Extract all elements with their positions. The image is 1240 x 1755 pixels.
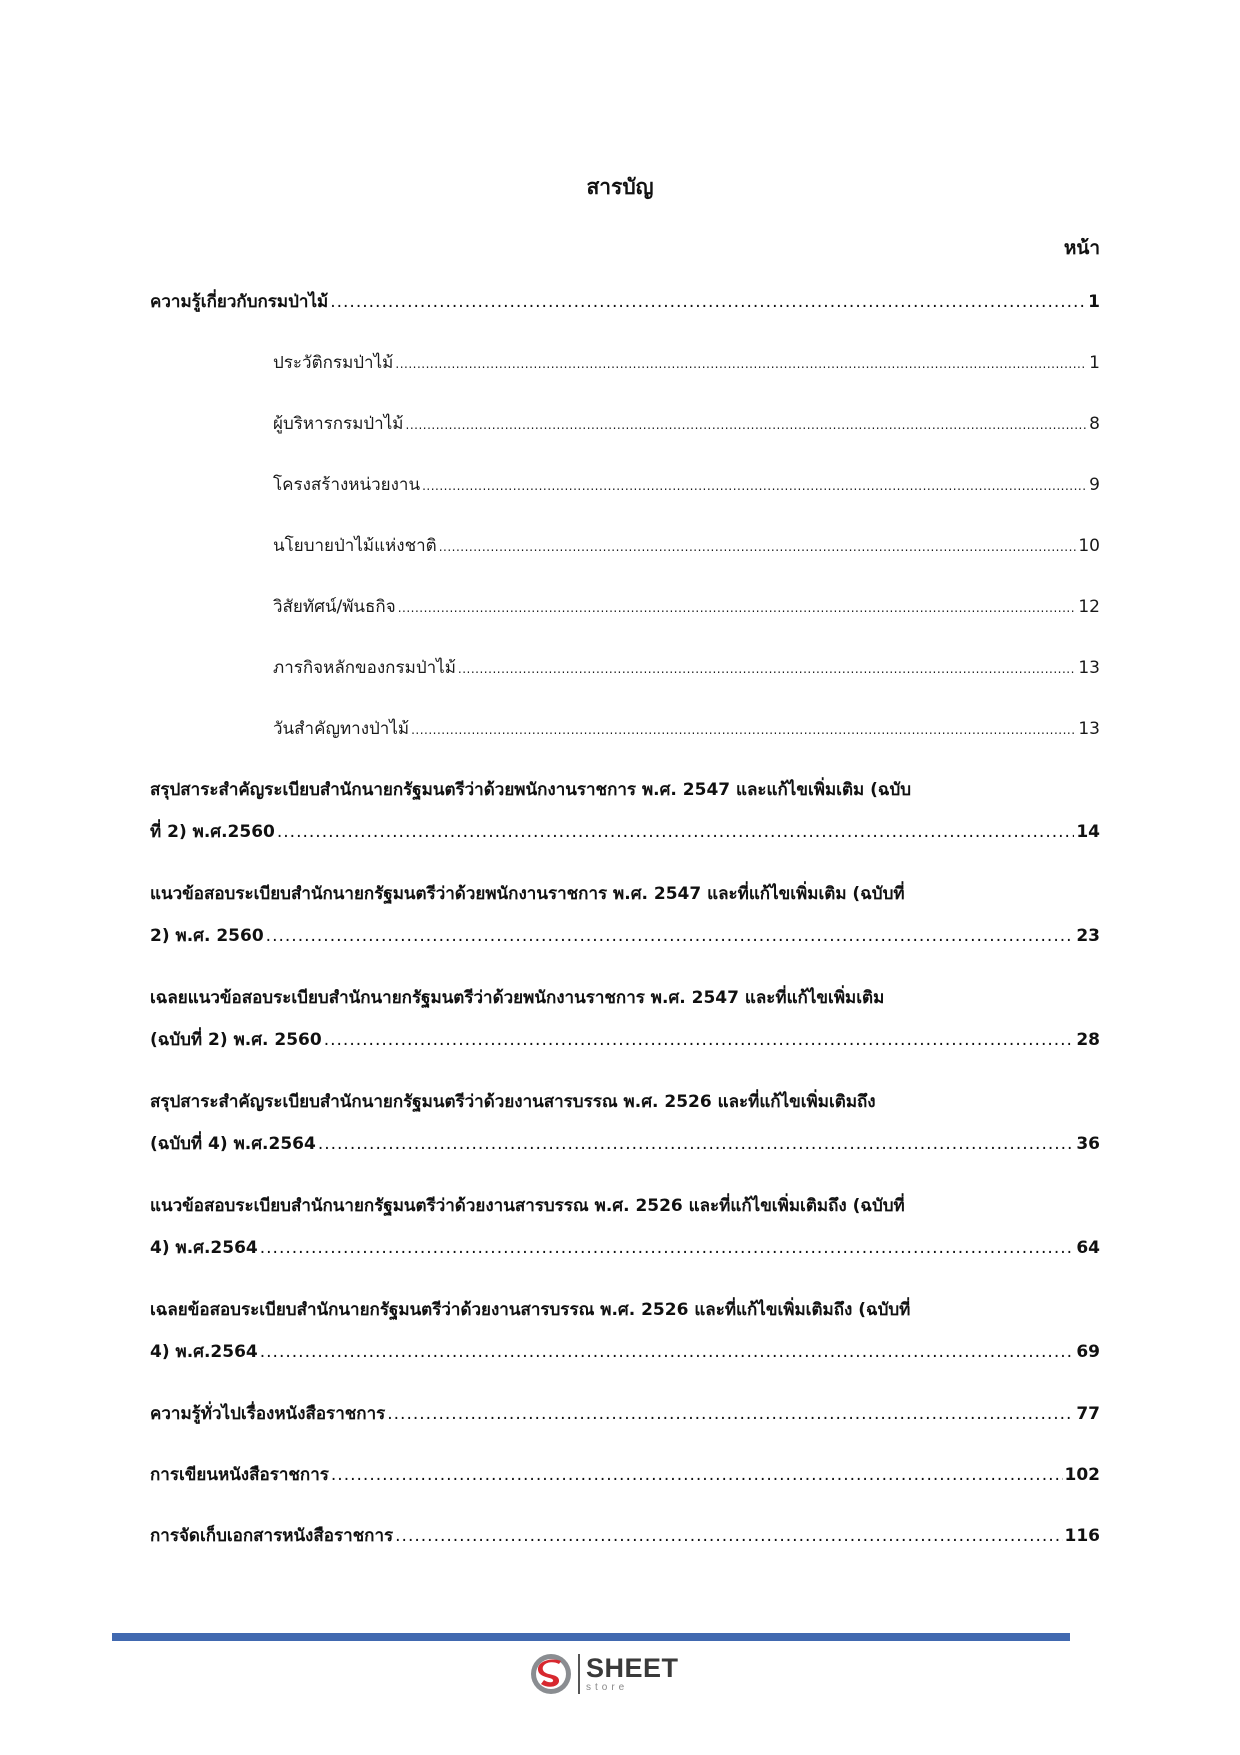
toc-page-number: 13	[1078, 658, 1100, 678]
toc-entry[interactable]	[150, 715, 1100, 776]
toc-page-number: 1	[1088, 292, 1100, 312]
toc-entry-line-last	[150, 471, 1100, 499]
toc-entry-line-last	[150, 349, 1100, 377]
toc-leader-dots	[330, 288, 1086, 316]
toc-entry-line	[150, 1088, 1100, 1130]
toc-entry[interactable]	[150, 1522, 1100, 1583]
toc-leader-dots	[277, 818, 1074, 846]
toc-leader-dots	[260, 1338, 1075, 1366]
toc-entry[interactable]	[150, 288, 1100, 349]
toc-entry-line-last	[150, 288, 1100, 316]
toc-entry-line-last	[150, 818, 1100, 846]
toc-entry-title: นโยบายป่าไม้แห่งชาติ	[273, 536, 437, 556]
toc-entry[interactable]	[150, 1296, 1100, 1400]
toc-leader-dots	[411, 716, 1076, 744]
toc-entry-title: เฉลยข้อสอบระเบียบสำนักนายกรัฐมนตรีว่าด้วยงานสารบรรณ พ.ศ. 2526 และที่แก้ไขเพิ่มเติมถึง (ฉบับที่	[150, 1300, 911, 1320]
toc-list	[150, 288, 1100, 1583]
toc-page-number: 28	[1076, 1030, 1100, 1050]
toc-leader-dots	[324, 1026, 1075, 1054]
toc-entry[interactable]	[150, 654, 1100, 715]
footer-rule	[112, 1633, 1070, 1641]
toc-leader-dots	[395, 1522, 1062, 1550]
toc-leader-dots	[406, 411, 1088, 439]
toc-entry[interactable]	[150, 1192, 1100, 1296]
toc-entry-line-last	[150, 1522, 1100, 1550]
toc-entry[interactable]	[150, 1088, 1100, 1192]
toc-entry-line	[150, 776, 1100, 818]
toc-page-number: 36	[1076, 1134, 1100, 1154]
toc-entry-title: การจัดเก็บเอกสารหนังสือราชการ	[150, 1526, 394, 1546]
toc-page-number: 10	[1078, 536, 1100, 556]
toc-page-number: 64	[1076, 1238, 1100, 1258]
toc-entry-line-last	[150, 1461, 1100, 1489]
toc-leader-dots	[439, 533, 1077, 561]
toc-leader-dots	[422, 472, 1087, 500]
toc-entry-title: สรุปสาระสำคัญระเบียบสำนักนายกรัฐมนตรีว่าด้วยงานสารบรรณ พ.ศ. 2526 และที่แก้ไขเพิ่มเติมถึง	[150, 1092, 876, 1112]
toc-leader-dots	[331, 1461, 1063, 1489]
toc-entry-line	[150, 880, 1100, 922]
toc-entry[interactable]	[150, 880, 1100, 984]
toc-leader-dots	[458, 655, 1076, 683]
brand-subtitle: store	[586, 1682, 629, 1693]
toc-entry-line-last	[150, 1234, 1100, 1262]
toc-entry-line-last	[150, 922, 1100, 950]
toc-leader-dots	[318, 1130, 1075, 1158]
toc-entry[interactable]	[150, 593, 1100, 654]
toc-leader-dots	[395, 350, 1087, 378]
toc-page-number: 116	[1064, 1526, 1100, 1546]
toc-entry-line-last	[150, 654, 1100, 682]
toc-leader-dots	[398, 594, 1077, 622]
toc-entry-title: (ฉบับที่ 2) พ.ศ. 2560	[150, 1030, 322, 1050]
toc-page-number: 12	[1078, 597, 1100, 617]
toc-entry-title: สรุปสาระสำคัญระเบียบสำนักนายกรัฐมนตรีว่าด้วยพนักงานราชการ พ.ศ. 2547 และแก้ไขเพิ่มเติม (ฉบับ	[150, 780, 912, 800]
sheet-store-emblem-icon	[528, 1651, 574, 1697]
toc-leader-dots	[260, 1234, 1075, 1262]
toc-entry-title: การเขียนหนังสือราชการ	[150, 1465, 329, 1485]
toc-entry[interactable]	[150, 1400, 1100, 1461]
toc-entry-line-last	[150, 1026, 1100, 1054]
toc-entry[interactable]	[150, 471, 1100, 532]
toc-entry-title: วันสำคัญทางป่าไม้	[273, 719, 410, 739]
toc-entry-line	[150, 1192, 1100, 1234]
toc-title: สารบัญ	[586, 175, 654, 199]
toc-page-number: 102	[1064, 1465, 1100, 1485]
toc-entry-title: 2) พ.ศ. 2560	[150, 926, 264, 946]
toc-page-number: 14	[1076, 822, 1100, 842]
toc-entry-title: 4) พ.ศ.2564	[150, 1238, 258, 1258]
sheet-store-logo	[528, 1651, 688, 1697]
toc-entry-title: ความรู้เกี่ยวกับกรมป่าไม้	[150, 292, 329, 312]
toc-entry-title: ความรู้ทั่วไปเรื่องหนังสือราชการ	[150, 1404, 386, 1424]
toc-entry-title: เฉลยแนวข้อสอบระเบียบสำนักนายกรัฐมนตรีว่าด้วยพนักงานราชการ พ.ศ. 2547 และที่แก้ไขเพิ่มเติม	[150, 988, 885, 1008]
toc-page-number: 69	[1076, 1342, 1100, 1362]
toc-entry-line-last	[150, 410, 1100, 438]
toc-entry-line-last	[150, 532, 1100, 560]
toc-entry-title: (ฉบับที่ 4) พ.ศ.2564	[150, 1134, 316, 1154]
brand-name: SHEET	[586, 1653, 679, 1683]
toc-entry-title: ผู้บริหารกรมป่าไม้	[273, 414, 404, 434]
toc-page-number: 23	[1076, 926, 1100, 946]
toc-entry-line-last	[150, 1338, 1100, 1366]
toc-entry-title: แนวข้อสอบระเบียบสำนักนายกรัฐมนตรีว่าด้วยงานสารบรรณ พ.ศ. 2526 และที่แก้ไขเพิ่มเติมถึง (ฉบับที่	[150, 1196, 905, 1216]
toc-entry-title: ภารกิจหลักของกรมป่าไม้	[273, 658, 456, 678]
toc-entry-title: ประวัติกรมป่าไม้	[273, 353, 394, 373]
brand-text	[586, 1655, 679, 1693]
toc-page-number: 13	[1078, 719, 1100, 739]
toc-page-number: 8	[1089, 414, 1100, 434]
logo-divider	[578, 1654, 580, 1694]
toc-leader-dots	[266, 922, 1075, 950]
toc-entry-title: โครงสร้างหน่วยงาน	[273, 475, 421, 495]
toc-entry[interactable]	[150, 532, 1100, 593]
toc-entry-title: แนวข้อสอบระเบียบสำนักนายกรัฐมนตรีว่าด้วยพนักงานราชการ พ.ศ. 2547 และที่แก้ไขเพิ่มเติม (ฉบับที่	[150, 884, 905, 904]
toc-entry[interactable]	[150, 349, 1100, 410]
toc-entry-line-last	[150, 593, 1100, 621]
toc-entry-title: วิสัยทัศน์/พันธกิจ	[273, 597, 396, 617]
toc-entry[interactable]	[150, 1461, 1100, 1522]
toc-entry-line-last	[150, 715, 1100, 743]
toc-entry[interactable]	[150, 984, 1100, 1088]
toc-page-number: 1	[1089, 353, 1100, 373]
toc-entry[interactable]	[150, 776, 1100, 880]
toc-entry-line-last	[150, 1400, 1100, 1428]
toc-page-number: 77	[1076, 1404, 1100, 1424]
toc-entry-title: 4) พ.ศ.2564	[150, 1342, 258, 1362]
toc-page-number: 9	[1089, 475, 1100, 495]
toc-entry-line	[150, 984, 1100, 1026]
toc-entry-line-last	[150, 1130, 1100, 1158]
toc-entry-line	[150, 1296, 1100, 1338]
page-column-header: หน้า	[1063, 237, 1100, 259]
toc-entry[interactable]	[150, 410, 1100, 471]
toc-leader-dots	[387, 1400, 1074, 1428]
toc-entry-title: ที่ 2) พ.ศ.2560	[150, 822, 275, 842]
